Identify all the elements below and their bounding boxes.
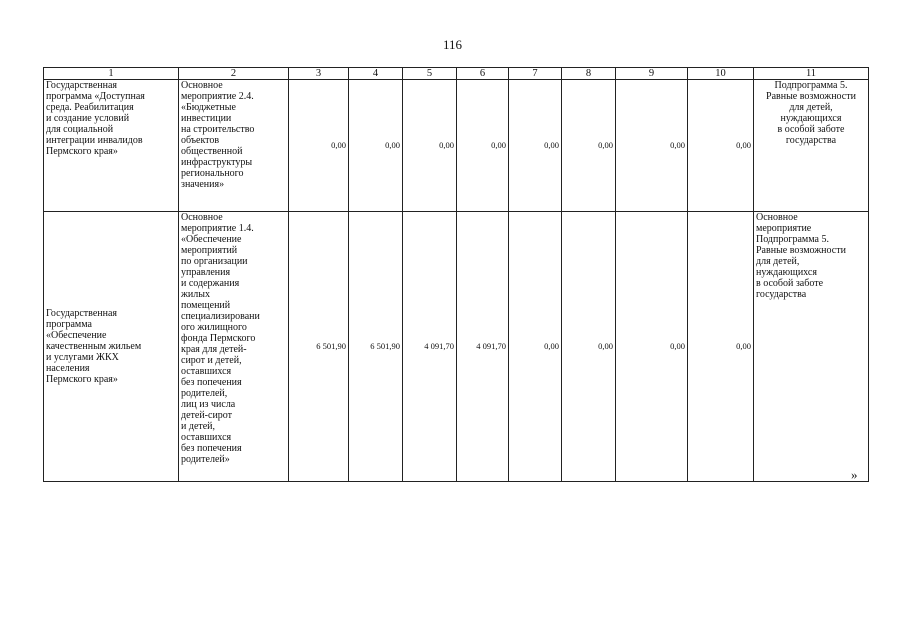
value-cell: 6 501,90	[289, 212, 349, 482]
table-row	[44, 212, 869, 482]
header-cell: 2	[179, 68, 289, 80]
value-cell: 6 501,90	[349, 212, 403, 482]
program-name-cell: Государственная программа «Обеспечение качественным жильем и услугами ЖКХ населения Пермского края»	[44, 212, 179, 482]
value-cell: 0,00	[616, 80, 688, 212]
header-cell: 6	[457, 68, 509, 80]
header-row	[44, 68, 869, 80]
value-cell: 0,00	[616, 212, 688, 482]
header-cell: 1	[44, 68, 179, 80]
value-cell: 0,00	[688, 80, 754, 212]
value-cell: 0,00	[562, 80, 616, 212]
header-cell: 10	[688, 68, 754, 80]
value-cell: 0,00	[509, 212, 562, 482]
value-cell: 4 091,70	[457, 212, 509, 482]
subprogram-cell: Подпрограмма 5. Равные возможности для детей, нуждающихся в особой заботе государства	[754, 80, 869, 212]
value-cell: 0,00	[349, 80, 403, 212]
closing-quote-mark: »	[851, 467, 858, 482]
program-name-cell: Государственная программа «Доступная среда. Реабилитация и создание условий для социальной интеграции инвалидов Пермского края»	[44, 80, 179, 212]
table-row	[44, 80, 869, 212]
header-cell: 3	[289, 68, 349, 80]
header-cell: 7	[509, 68, 562, 80]
page-number: 116	[442, 37, 463, 52]
budget-table	[43, 67, 869, 482]
value-cell: 0,00	[289, 80, 349, 212]
value-cell: 0,00	[403, 80, 457, 212]
header-cell: 4	[349, 68, 403, 80]
activity-name-cell: Основное мероприятие 2.4. «Бюджетные инвестиции на строительство объектов общественной инфраструктуры регионального значения»	[179, 80, 289, 212]
value-cell: 4 091,70	[403, 212, 457, 482]
value-cell: 0,00	[509, 80, 562, 212]
header-cell: 8	[562, 68, 616, 80]
activity-name-cell: Основное мероприятие 1.4. «Обеспечение мероприятий по организации управления и содержания жилых помещений специализировани ого жилищного фонда Пермского края для детей- сирот и детей, оставшихся без попечения родителей, лиц из числа детей-сирот и детей, оставшихся без попечения родителей»	[179, 212, 289, 482]
subprogram-cell: Основное мероприятие Подпрограмма 5. Равные возможности для детей, нуждающихся в особой заботе государства	[754, 212, 869, 482]
value-cell: 0,00	[562, 212, 616, 482]
header-cell: 5	[403, 68, 457, 80]
value-cell: 0,00	[457, 80, 509, 212]
header-cell: 9	[616, 68, 688, 80]
header-cell: 11	[754, 68, 869, 80]
value-cell: 0,00	[688, 212, 754, 482]
